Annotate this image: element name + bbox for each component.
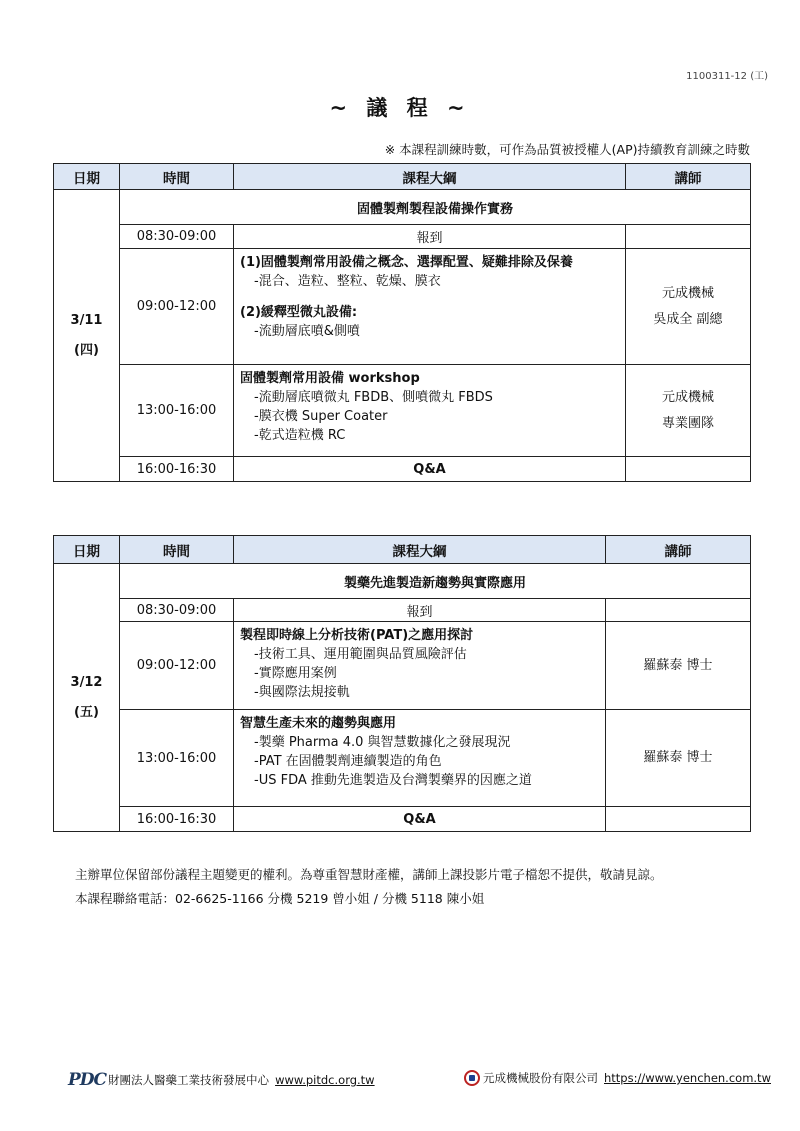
pdc-logo-block [68,1070,375,1090]
lecturer-cell [606,807,751,832]
header-outline: 課程大綱 [234,164,626,190]
outline-heading: (1)固體製劑常用設備之概念、選擇配置、疑難排除及保養 [240,255,573,270]
outline-cell [234,249,626,365]
footer-notes [75,863,663,911]
outline-cell [234,365,626,457]
lecturer-name: 吳成全 副總 [653,311,723,327]
day-weekday: (五) [74,704,99,720]
outline-heading: 製程即時線上分析技術(PAT)之應用探討 [240,628,474,643]
outline-cell: Q&A [234,457,626,482]
yenchen-logo-block [464,1070,771,1086]
outline-item: -US FDA 推動先進製造及台灣製藥界的因應之道 [254,773,532,788]
time-cell: 16:00-16:30 [120,807,234,832]
day-cell [54,564,120,832]
lecturer-cell: 羅蘇泰 博士 [606,710,751,807]
outline-cell [234,622,606,710]
outline-item: -混合、造粒、整粒、乾燥、膜衣 [254,274,441,289]
yenchen-org-name: 元成機械股份有限公司 [483,1071,598,1085]
header-time: 時間 [120,536,234,564]
outline-heading: 智慧生產未來的趨勢與應用 [240,716,397,731]
pdc-org-name: 財團法人醫藥工業技術發展中心 [108,1073,270,1087]
day-date: 3/11 [70,312,103,328]
training-hours-note: ※ 本課程訓練時數，可作為品質被授權人(AP)持續教育訓練之時數 [384,142,750,157]
session-title: 製藥先進製造新趨勢與實際應用 [120,564,751,599]
outline-item: -流動層底噴微丸 FBDB、側噴微丸 FBDS [254,390,493,405]
schedule-table-day2 [53,535,751,832]
time-cell: 16:00-16:30 [120,457,234,482]
contact-phone: 本課程聯絡電話：02-6625-1166 分機 5219 曾小姐 / 分機 5118 陳小姐 [75,891,485,906]
time-cell: 09:00-12:00 [120,622,234,710]
lecturer-cell [626,249,751,365]
outline-cell: 報到 [234,599,606,622]
pdc-website-link[interactable]: www.pitdc.org.tw [275,1073,375,1087]
outline-item: -技術工具、運用範圍與品質風險評估 [254,647,467,662]
time-cell: 09:00-12:00 [120,249,234,365]
yenchen-logo-icon [464,1070,480,1086]
day-weekday: (四) [74,342,99,358]
outline-cell: Q&A [234,807,606,832]
header-date: 日期 [54,536,120,564]
header-lecturer: 講師 [626,164,751,190]
lecturer-cell [606,599,751,622]
outline-cell [234,710,606,807]
lecturer-org: 元成機械 [661,389,714,405]
header-time: 時間 [120,164,234,190]
outline-heading: (2)緩釋型微丸設備: [240,305,358,320]
outline-item: -與國際法規接軌 [254,685,350,700]
outline-heading: 固體製劑常用設備 workshop [240,371,420,386]
header-date: 日期 [54,164,120,190]
day-date: 3/12 [70,674,103,690]
time-cell: 13:00-16:00 [120,365,234,457]
lecturer-cell [626,457,751,482]
outline-item: -實際應用案例 [254,666,337,681]
lecturer-name: 專業團隊 [661,415,714,431]
outline-item: -膜衣機 Super Coater [254,409,388,424]
lecturer-cell [626,365,751,457]
outline-item: -製藥 Pharma 4.0 與智慧數據化之發展現況 [254,735,511,750]
outline-item: -流動層底噴&側噴 [254,324,360,339]
outline-item: -PAT 在固體製劑連續製造的角色 [254,754,442,769]
document-id: 1100311-12 (工) [686,71,768,82]
time-cell: 08:30-09:00 [120,599,234,622]
schedule-table-day1 [53,163,751,482]
page-title: ~ 議 程 ~ [329,96,471,120]
lecturer-org: 元成機械 [661,285,714,301]
lecturer-cell [626,225,751,249]
lecturer-cell: 羅蘇泰 博士 [606,622,751,710]
outline-cell: 報到 [234,225,626,249]
yenchen-website-link[interactable]: https://www.yenchen.com.tw [604,1071,771,1085]
outline-item: -乾式造粒機 RC [254,428,346,443]
header-lecturer: 講師 [606,536,751,564]
time-cell: 13:00-16:00 [120,710,234,807]
pdc-logo-icon: PDC [68,1070,107,1090]
time-cell: 08:30-09:00 [120,225,234,249]
day-cell [54,190,120,482]
rights-notice: 主辦單位保留部份議程主題變更的權利。為尊重智慧財產權，講師上課投影片電子檔恕不提供，敬請見諒。 [75,867,663,882]
header-outline: 課程大綱 [234,536,606,564]
session-title: 固體製劑製程設備操作實務 [120,190,751,225]
